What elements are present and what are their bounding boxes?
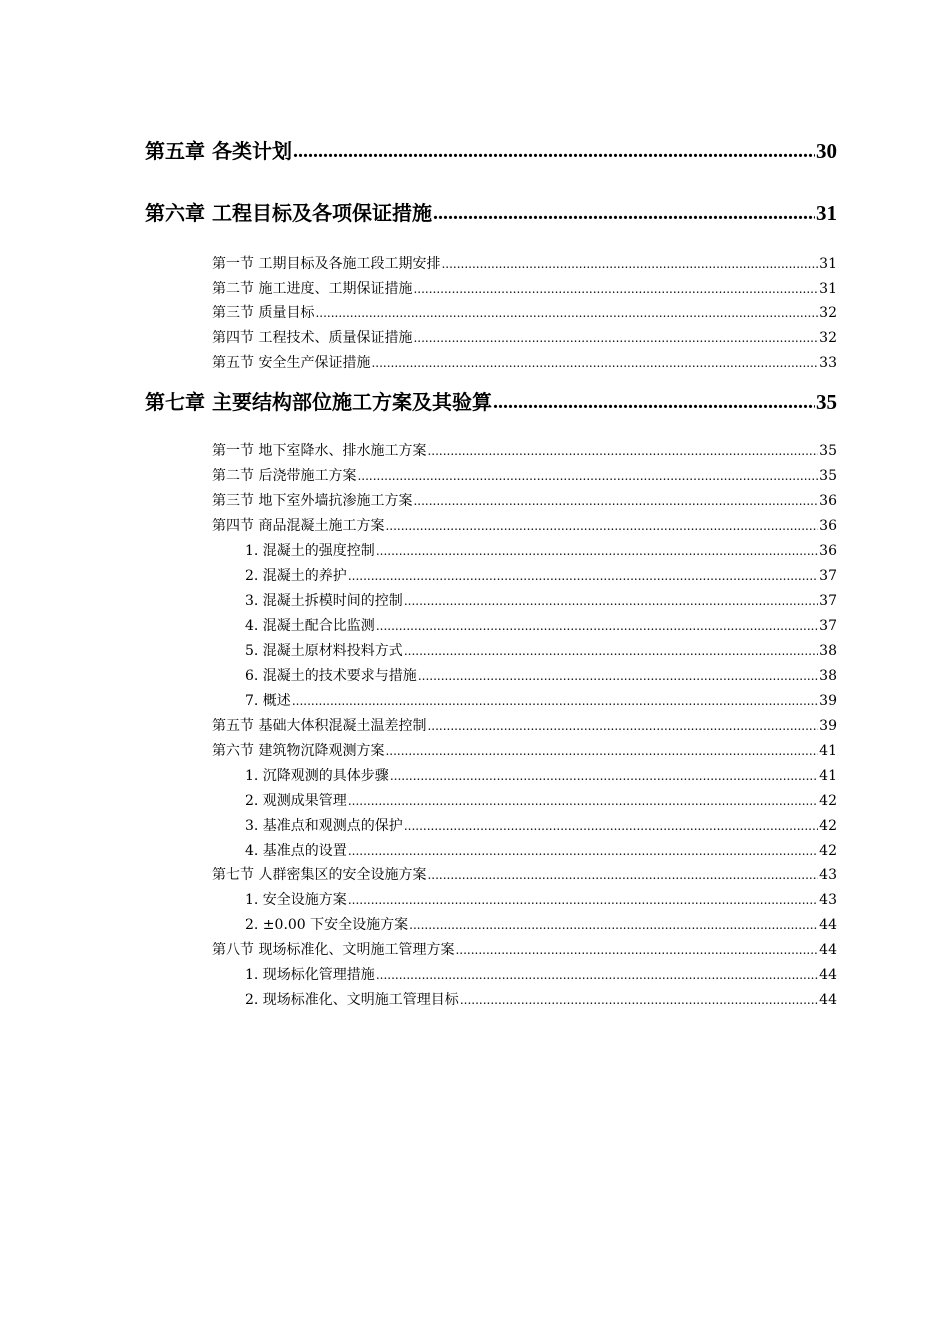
toc-item[interactable]: [245, 541, 837, 561]
toc-page-number: 43: [819, 892, 837, 908]
dot-leader: [413, 491, 818, 511]
toc-page-number: 31: [819, 281, 837, 297]
dot-leader: [418, 666, 818, 686]
toc-entry-title: 2. ±0.00 下安全设施方案: [245, 917, 409, 933]
toc-section[interactable]: [212, 279, 837, 299]
dot-leader: [460, 990, 818, 1010]
toc-entry-title: 第五章 各类计划: [145, 139, 292, 163]
toc-item[interactable]: [245, 641, 837, 661]
toc-page-number: 37: [819, 593, 837, 609]
toc-entry-title: 第七章 主要结构部位施工方案及其验算: [145, 390, 492, 414]
dot-leader: [455, 940, 818, 960]
toc-entry-title: 4. 混凝土配合比监测: [245, 618, 375, 634]
toc-chapter-7[interactable]: [145, 388, 837, 416]
toc-item[interactable]: [245, 591, 837, 611]
toc-page-number: 44: [819, 942, 837, 958]
toc-entry-title: 5. 混凝土原材料投料方式: [245, 643, 403, 659]
toc-page-number: 39: [819, 718, 837, 734]
toc-section[interactable]: [212, 328, 837, 348]
toc-page-number: 43: [819, 867, 837, 883]
toc-entry-title: 第七节 人群密集区的安全设施方案: [212, 867, 427, 883]
toc-page-number: 36: [819, 543, 837, 559]
dot-leader: [433, 199, 815, 227]
toc-entry-title: 第六节 建筑物沉降观测方案: [212, 743, 385, 759]
toc-section[interactable]: [212, 353, 837, 373]
dot-leader: [493, 388, 815, 416]
toc-entry-title: 第四节 商品混凝土施工方案: [212, 518, 385, 534]
toc-page-number: 38: [819, 643, 837, 659]
dot-leader: [404, 591, 818, 611]
toc-item[interactable]: [245, 791, 837, 811]
toc-page-number: 36: [819, 493, 837, 509]
toc-chapter-5[interactable]: [145, 137, 837, 165]
toc-page-number: 37: [819, 618, 837, 634]
toc-entry-title: 第三节 质量目标: [212, 305, 315, 321]
toc-entry-title: 第八节 现场标准化、文明施工管理方案: [212, 942, 455, 958]
toc-item[interactable]: [245, 691, 837, 711]
toc-item[interactable]: [245, 915, 837, 935]
toc-page-number: 44: [819, 992, 837, 1008]
toc-item[interactable]: [245, 965, 837, 985]
toc-page-number: 33: [819, 355, 837, 371]
toc-entry-title: 第三节 地下室外墙抗渗施工方案: [212, 493, 413, 509]
toc-page-number: 42: [819, 818, 837, 834]
dot-leader: [376, 965, 818, 985]
toc-page-number: 32: [819, 305, 837, 321]
toc-page-number: 31: [819, 256, 837, 272]
toc-page-number: 32: [819, 330, 837, 346]
dot-leader: [348, 566, 818, 586]
toc-item[interactable]: [245, 566, 837, 586]
toc-entry-title: 第一节 工期目标及各施工段工期安排: [212, 256, 441, 272]
dot-leader: [371, 353, 818, 373]
toc-page-number: 44: [819, 917, 837, 933]
toc-item[interactable]: [245, 890, 837, 910]
toc-item[interactable]: [245, 666, 837, 686]
toc-page-number: 38: [819, 668, 837, 684]
dot-leader: [427, 441, 818, 461]
toc-chapter-6[interactable]: [145, 199, 837, 227]
toc-page-number: 39: [819, 693, 837, 709]
dot-leader: [404, 641, 818, 661]
toc-section[interactable]: [212, 516, 837, 536]
toc-page-number: 42: [819, 793, 837, 809]
toc-page-number: 44: [819, 967, 837, 983]
dot-leader: [390, 766, 818, 786]
dot-leader: [315, 303, 818, 323]
toc-entry-title: 4. 基准点的设置: [245, 843, 347, 859]
toc-page-number: 31: [816, 201, 837, 225]
toc-item[interactable]: [245, 841, 837, 861]
dot-leader: [427, 865, 818, 885]
toc-entry-title: 第四节 工程技术、质量保证措施: [212, 330, 413, 346]
toc-section[interactable]: [212, 441, 837, 461]
toc-entry-title: 第五节 安全生产保证措施: [212, 355, 371, 371]
toc-entry-title: 2. 观测成果管理: [245, 793, 347, 809]
toc-entry-title: 3. 基准点和观测点的保护: [245, 818, 403, 834]
toc-page-number: 41: [819, 743, 837, 759]
toc-page-number: 35: [816, 390, 837, 414]
dot-leader: [413, 328, 818, 348]
dot-leader: [348, 890, 818, 910]
toc-section[interactable]: [212, 865, 837, 885]
dot-leader: [385, 741, 818, 761]
dot-leader: [376, 616, 818, 636]
toc-item[interactable]: [245, 766, 837, 786]
dot-leader: [385, 516, 818, 536]
toc-item[interactable]: [245, 616, 837, 636]
toc-page-number: 41: [819, 768, 837, 784]
dot-leader: [348, 841, 818, 861]
toc-section[interactable]: [212, 254, 837, 274]
toc-entry-title: 2. 混凝土的养护: [245, 568, 347, 584]
toc-page-number: 30: [816, 139, 837, 163]
dot-leader: [427, 716, 818, 736]
toc-section[interactable]: [212, 940, 837, 960]
toc-entry-title: 1. 沉降观测的具体步骤: [245, 768, 389, 784]
toc-item[interactable]: [245, 816, 837, 836]
toc-section[interactable]: [212, 466, 837, 486]
toc-entry-title: 2. 现场标准化、文明施工管理目标: [245, 992, 459, 1008]
toc-entry-title: 1. 现场标化管理措施: [245, 967, 375, 983]
toc-entry-title: 第六章 工程目标及各项保证措施: [145, 201, 432, 225]
dot-leader: [441, 254, 818, 274]
toc-section[interactable]: [212, 303, 837, 323]
dot-leader: [293, 137, 815, 165]
toc-page-number: 35: [819, 468, 837, 484]
dot-leader: [348, 791, 818, 811]
toc-entry-title: 3. 混凝土拆模时间的控制: [245, 593, 403, 609]
toc-entry-title: 第一节 地下室降水、排水施工方案: [212, 443, 427, 459]
toc-page-number: 35: [819, 443, 837, 459]
dot-leader: [376, 541, 818, 561]
toc-section[interactable]: [212, 491, 837, 511]
dot-leader: [404, 816, 818, 836]
toc-entry-title: 1. 混凝土的强度控制: [245, 543, 375, 559]
toc-page-number: 36: [819, 518, 837, 534]
toc-entry-title: 第二节 施工进度、工期保证措施: [212, 281, 413, 297]
dot-leader: [413, 279, 818, 299]
dot-leader: [409, 915, 818, 935]
toc-page-number: 42: [819, 843, 837, 859]
toc-section[interactable]: [212, 716, 837, 736]
toc-entry-title: 6. 混凝土的技术要求与措施: [245, 668, 417, 684]
toc-item[interactable]: [245, 990, 837, 1010]
toc-entry-title: 第二节 后浇带施工方案: [212, 468, 357, 484]
toc-page-number: 37: [819, 568, 837, 584]
dot-leader: [292, 691, 818, 711]
toc-section[interactable]: [212, 741, 837, 761]
toc-entry-title: 第五节 基础大体积混凝土温差控制: [212, 718, 427, 734]
dot-leader: [357, 466, 818, 486]
toc-entry-title: 7. 概述: [245, 693, 291, 709]
toc-entry-title: 1. 安全设施方案: [245, 892, 347, 908]
